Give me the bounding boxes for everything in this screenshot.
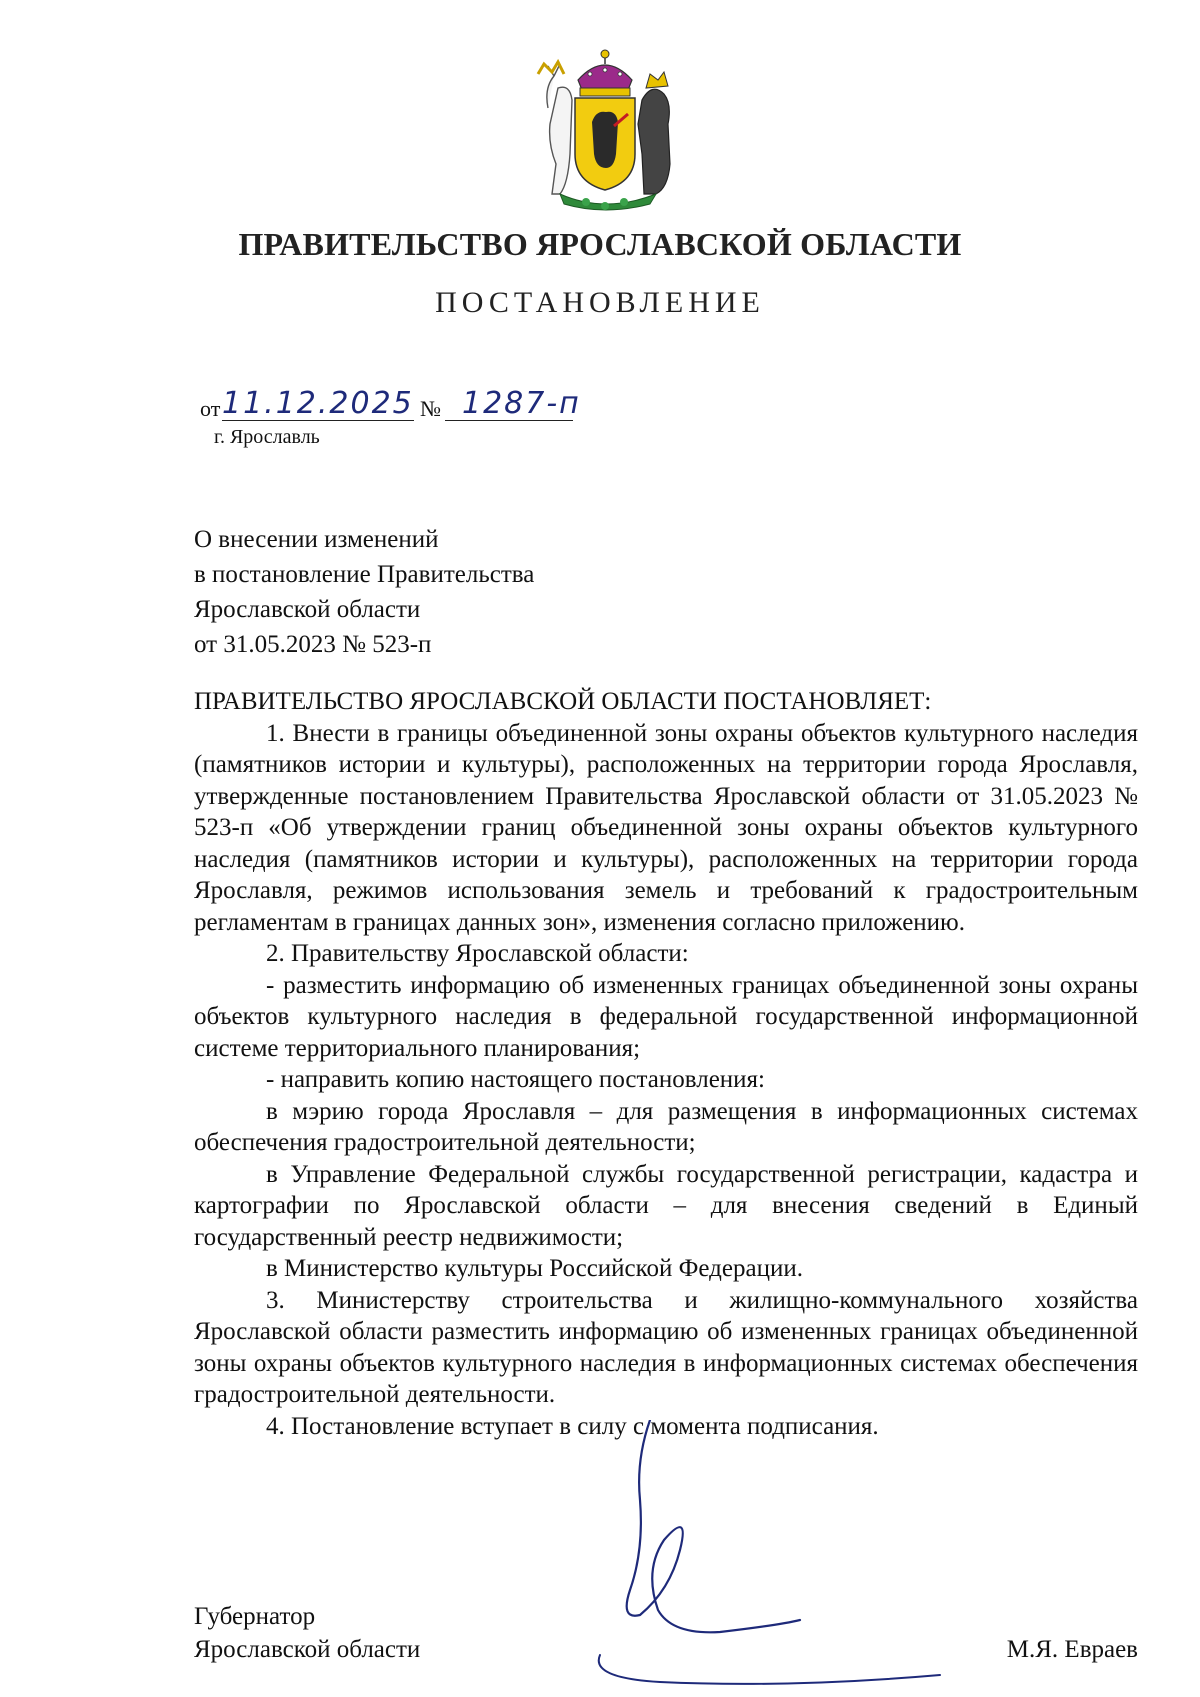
subject-line: в постановление Правительства [194, 561, 535, 588]
date-number-line [200, 386, 600, 421]
date-underline [222, 420, 414, 421]
paragraph-1: 1. Внести в границы объединенной зоны охраны объектов культурного наследия (памятников истории и культуры), расположенных на территории города Ярославля, утвержденные постановлением Правительства Ярославской области от 31.05.2023 № 523-п «Об утверждении границ объединенной зоны охраны объектов культурного наследия (памятников истории и культуры), расположенных на территории города Ярославля, режимов использования земель и требований к градостроительным регламентам в границах данных зон», изменения согласно приложению. [194, 719, 1138, 936]
signer-title [194, 1600, 420, 1666]
subject-block [194, 522, 534, 662]
paragraph-2-recipient-1: в мэрию города Ярославля – для размещения в информационных системах обеспечения градостроительной деятельности; [194, 1097, 1138, 1156]
number-underline [445, 420, 573, 421]
from-label: от [200, 396, 221, 421]
government-title: ПРАВИТЕЛЬСТВО ЯРОСЛАВСКОЙ ОБЛАСТИ [238, 226, 962, 262]
paragraph-4: 4. Постановление вступает в силу с момента подписания. [266, 1412, 879, 1440]
signer-name: М.Я. Евраев [1006, 1636, 1138, 1663]
city: г. Ярославль [214, 426, 320, 448]
paragraph-2-item-b: - направить копию настоящего постановления: [266, 1066, 765, 1093]
subject-line: от 31.05.2023 № 523-п [194, 631, 432, 658]
paragraph-2: 2. Правительству Ярославской области: [266, 940, 689, 967]
signer-title-line: Губернатор [194, 1603, 316, 1630]
paragraph-2-recipient-3: в Министерство культуры Российской Федерации. [266, 1255, 803, 1282]
handwritten-date: 11.12.2025 [222, 386, 414, 421]
handwritten-number: 1287-п [462, 386, 581, 421]
paragraph-3: 3. Министерству строительства и жилищно-коммунального хозяйства Ярославской области разместить информацию об измененных границах объединенной зоны охраны объектов культурного наследия в информационных системах обеспечения градостроительной деятельности. [194, 1286, 1138, 1408]
document-type: ПОСТАНОВЛЕНИЕ [435, 286, 765, 319]
handwritten-signature [540, 1420, 960, 1690]
paragraph-2-item-a: - разместить информацию об измененных границах объединенной зоны охраны объектов культурного наследия в федеральной государственной информационной системе территориального планирования; [194, 971, 1138, 1062]
signer-title-line: Ярославской области [194, 1636, 421, 1663]
decree-heading: ПРАВИТЕЛЬСТВО ЯРОСЛАВСКОЙ ОБЛАСТИ ПОСТАНОВЛЯЕТ: [194, 688, 932, 715]
coat-of-arms-emblem [530, 44, 680, 212]
number-label: № [420, 396, 441, 421]
paragraph-2-recipient-2: в Управление Федеральной службы государственной регистрации, кадастра и картографии по Ярославской области – для внесения сведений в Единый государственный реестр недвижимости; [194, 1160, 1138, 1251]
decree-body [194, 686, 1138, 1442]
subject-line: Ярославской области [194, 596, 421, 623]
subject-line: О внесении изменений [194, 526, 439, 553]
